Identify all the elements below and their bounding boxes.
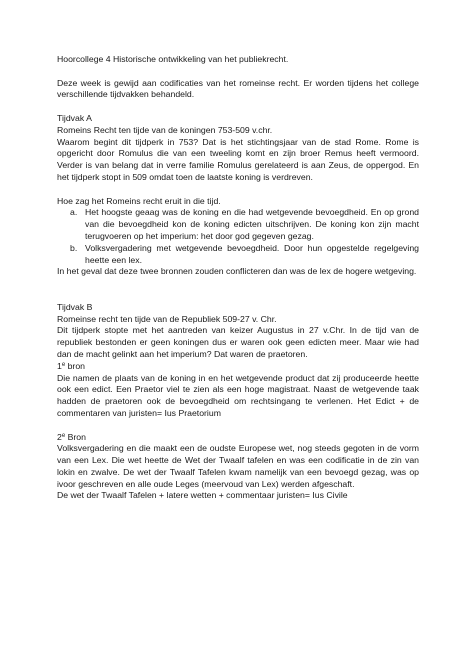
list-marker: a. xyxy=(70,207,78,218)
tijdvak-a-paragraph: Waarom begint dit tijdperk in 753? Dat is het stichtingsjaar van de stad Rome. Rome is opgericht door Romulus die van een tweeling komt en zijn broer Remus heeft vermoord. Verder is van belang dat in verre familie Romulus gerelateerd is aan Zeus, de oppergod. En het tijdperk stopt in 509 omdat toen de laatste koning is verdreven. xyxy=(57,136,419,182)
list-item-text: Volksvergadering met wetgevende bevoegdheid. Door hun opgestelde regelgeving heette een lex. xyxy=(85,242,419,265)
bron-1-superscript: e xyxy=(61,361,66,368)
bron-2-paragraph: Volksvergadering en die maakt een de oudste Europese wet, nog steeds gegoten in de vorm van een Lex. Die wet heette de Wet der Twaalf tafelen en was een codificatie in de zin van lokin en zwalve. De wet der Twaalf Tafelen kwam namelijk van een bevoegd gezag, was op ivoor geschreven en alle oude Leges (meervoud van Lex) werden afgeschaft. xyxy=(57,443,419,489)
bron-1-number: 1 xyxy=(57,360,62,371)
document-body xyxy=(57,54,419,502)
bron-1-word: bron xyxy=(65,360,85,371)
list-marker: b. xyxy=(70,242,78,253)
tijdvak-a-subheading: Romeins Recht ten tijde van de koningen 753-509 v.chr. xyxy=(57,124,273,135)
list-item xyxy=(70,242,419,267)
tijdvak-b-paragraph: Dit tijdperk stopte met het aantreden van keizer Augustus in 27 v.Chr. In de tijd van de republiek bestonden er geen koningen dus er waren ook geen edicten meer. Maar wie had dan de macht gelinkt aan het imperium? Dat waren de praetoren. xyxy=(57,325,419,359)
bron-2-word: Bron xyxy=(65,431,86,442)
tijdvak-b-subheading: Romeinse recht ten tijde van de Republiek 509-27 v. Chr. xyxy=(57,313,277,324)
tijdvak-b-heading: Tijdvak B xyxy=(57,301,93,312)
tijdvak-a-list xyxy=(57,207,419,266)
tijdvak-a-heading: Tijdvak A xyxy=(57,112,92,123)
bron-2-heading xyxy=(57,432,419,444)
tijdvak-a-conclusion: In het geval dat deze twee bronnen zouden conflicteren dan was de lex de hogere wetgeving. xyxy=(57,266,417,277)
tijdvak-a-question: Hoe zag het Romeins recht eruit in die tijd. xyxy=(57,195,221,206)
final-line: De wet der Twaalf Tafelen + latere wetten + commentaar juristen= Ius Civile xyxy=(57,490,348,501)
document-title: Hoorcollege 4 Historische ontwikkeling van het publiekrecht. xyxy=(57,54,289,64)
list-item xyxy=(70,207,419,242)
list-item-text: Het hoogste geaag was de koning en die had wetgevende bevoegdheid. En op grond van die bevoegdheid kon de koning edicten uitschrijven. De koning kon zijn macht terugvoeren op het imperium: het door god gegeven gezag. xyxy=(85,207,419,241)
bron-1-heading xyxy=(57,361,419,373)
bron-2-number: 2 xyxy=(57,431,62,442)
bron-2-superscript: e xyxy=(61,432,66,439)
bron-1-paragraph: Die namen de plaats van de koning in en het wetgevende product dat zij produceerde heette ook een edict. Een Praetor viel te zien als een hoge magistraat. Naast de wetgevende taak hadden de praetoren ook de bevoegdheid om rechtsingang te verlenen. Het Edict + de commentaren van juristen= Ius Praetorium xyxy=(57,372,419,418)
intro-paragraph: Deze week is gewijd aan codificaties van het romeinse recht. Er worden tijdens het college verschillende tijdvakken behandeld. xyxy=(57,77,419,100)
